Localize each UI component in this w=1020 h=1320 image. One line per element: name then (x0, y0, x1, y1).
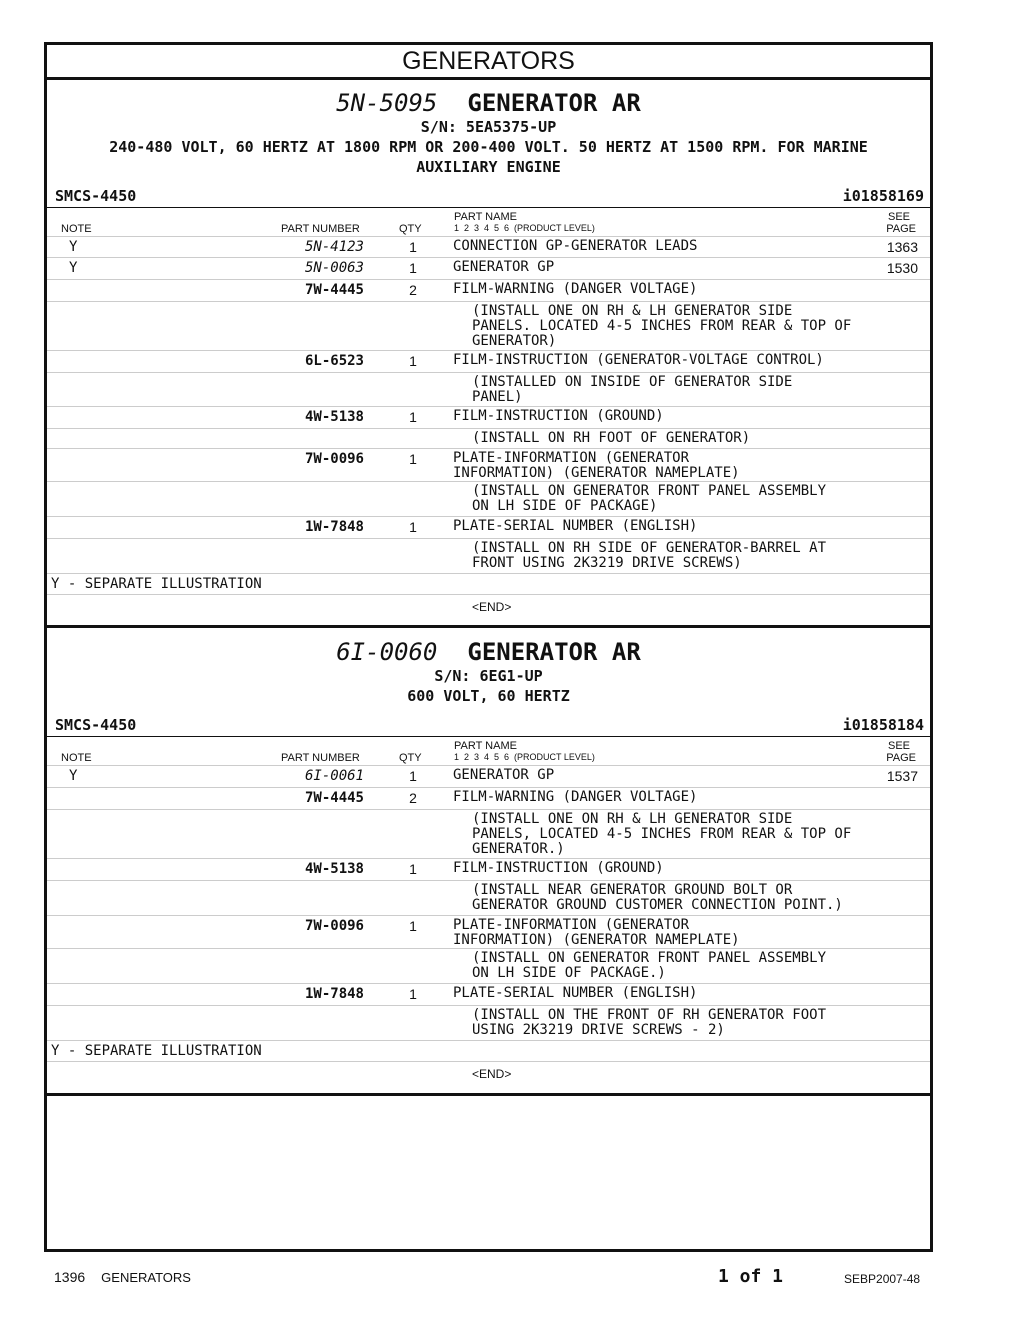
qty-cell: 1 (409, 353, 417, 369)
page-count: 1 of 1 (718, 1266, 784, 1287)
part-number-cell: 4W-5138 (304, 409, 364, 425)
table-row (47, 788, 930, 810)
table-row (47, 407, 930, 429)
table-row (47, 984, 930, 1006)
qty-cell: 1 (409, 986, 417, 1002)
part-number-link[interactable]: 5N-4123 (304, 239, 364, 255)
table-row (47, 280, 930, 302)
col-part-name: PART NAME (454, 211, 517, 223)
parts-list (47, 237, 930, 574)
part-name-cell: GENERATOR GP (453, 259, 555, 275)
table-row-note (47, 949, 930, 984)
part-number-cell: 7W-0096 (304, 451, 364, 467)
note-cell: Y (69, 768, 78, 784)
part-number-cell: 6L-6523 (304, 353, 364, 369)
see-page-link[interactable]: 1363 (886, 239, 918, 255)
legend-text: Y - SEPARATE ILLUSTRATION (51, 1043, 262, 1059)
section-heading (47, 638, 930, 666)
col-levels: 1 2 3 4 5 6 (PRODUCT LEVEL) (454, 752, 595, 762)
install-note: (INSTALL ON THE FRONT OF RH GENERATOR FOOT USING 2K3219 DRIVE SCREWS - 2) (472, 1007, 827, 1038)
section-description: 600 VOLT, 60 HERTZ (407, 687, 570, 705)
legend-row (47, 574, 930, 595)
section-5n-5095 (47, 79, 930, 628)
qty-cell: 1 (409, 260, 417, 276)
install-note: (INSTALLED ON INSIDE OF GENERATOR SIDE PANEL) (472, 374, 793, 405)
qty-cell: 1 (409, 409, 417, 425)
illustration-id: i01858169 (842, 187, 924, 205)
col-page: PAGE (886, 752, 916, 764)
part-name-cell: FILM-INSTRUCTION (GROUND) (453, 860, 664, 876)
page-number: 1396 (54, 1269, 86, 1285)
qty-cell: 1 (409, 768, 417, 784)
table-row (47, 859, 930, 881)
end-marker: <END> (472, 1067, 512, 1081)
table-row-note (47, 539, 930, 574)
col-see: SEE (887, 211, 910, 223)
see-page-link[interactable]: 1537 (886, 768, 918, 784)
table-row-note (47, 482, 930, 517)
footer-section: GENERATORS (101, 1270, 191, 1285)
qty-cell: 1 (409, 451, 417, 467)
serial-range: S/N: 5EA5375-UP (420, 118, 557, 136)
part-name-cell: FILM-INSTRUCTION (GENERATOR-VOLTAGE CONTROL) (453, 352, 824, 368)
table-row (47, 237, 930, 258)
qty-cell: 1 (409, 918, 417, 934)
col-levels: 1 2 3 4 5 6 (PRODUCT LEVEL) (454, 223, 595, 233)
end-row (47, 595, 930, 617)
part-name-cell: CONNECTION GP-GENERATOR LEADS (453, 238, 698, 254)
section-part-number: 5N-5095 (336, 89, 438, 117)
smcs-row (47, 716, 930, 737)
col-qty: QTY (399, 223, 422, 235)
part-number-link[interactable]: 6I-0061 (304, 768, 364, 784)
section-title: GENERATOR AR (467, 89, 641, 117)
footer-left (54, 1269, 191, 1285)
column-header (47, 208, 930, 237)
page-title: GENERATORS (47, 45, 930, 80)
part-number-cell: 7W-4445 (304, 790, 364, 806)
end-row (47, 1062, 930, 1084)
qty-cell: 1 (409, 239, 417, 255)
qty-cell: 1 (409, 861, 417, 877)
part-number-cell: 7W-0096 (304, 918, 364, 934)
table-row-note (47, 881, 930, 916)
section-6i-0060 (47, 628, 930, 1096)
part-name-cell: FILM-INSTRUCTION (GROUND) (453, 408, 664, 424)
smcs-code: SMCS-4450 (55, 716, 137, 734)
col-qty: QTY (399, 752, 422, 764)
section-heading (47, 89, 930, 117)
qty-cell: 2 (409, 790, 417, 806)
part-number-link[interactable]: 5N-0063 (304, 260, 364, 276)
section-title: GENERATOR AR (467, 638, 641, 666)
part-name-cell: FILM-WARNING (DANGER VOLTAGE) (453, 789, 698, 805)
table-row-note (47, 373, 930, 407)
part-number-cell: 1W-7848 (304, 986, 364, 1002)
part-number-cell: 1W-7848 (304, 519, 364, 535)
table-row (47, 258, 930, 280)
table-row (47, 449, 930, 482)
table-row-note (47, 1006, 930, 1041)
col-part-number: PART NUMBER (281, 223, 360, 235)
end-marker: <END> (472, 600, 512, 614)
table-row (47, 351, 930, 373)
table-row-note (47, 429, 930, 449)
column-header (47, 737, 930, 766)
part-name-cell: GENERATOR GP (453, 767, 555, 783)
parts-list (47, 766, 930, 1041)
document-frame (44, 42, 933, 1252)
col-part-number: PART NUMBER (281, 752, 360, 764)
install-note: (INSTALL ONE ON RH & LH GENERATOR SIDE PANELS, LOCATED 4-5 INCHES FROM REAR & TOP OF GENERATOR.) (472, 811, 852, 857)
table-row (47, 766, 930, 788)
legend-text: Y - SEPARATE ILLUSTRATION (51, 576, 262, 592)
smcs-row (47, 187, 930, 208)
qty-cell: 2 (409, 282, 417, 298)
col-see: SEE (887, 740, 910, 752)
table-row-note (47, 302, 930, 351)
install-note: (INSTALL ONE ON RH & LH GENERATOR SIDE PANELS. LOCATED 4-5 INCHES FROM REAR & TOP OF GENERATOR) (472, 303, 852, 349)
smcs-code: SMCS-4450 (55, 187, 137, 205)
table-row-note (47, 810, 930, 859)
part-name-cell: PLATE-SERIAL NUMBER (ENGLISH) (453, 985, 698, 1001)
serial-range: S/N: 6EG1-UP (434, 667, 543, 685)
col-note: NOTE (61, 223, 92, 235)
install-note: (INSTALL NEAR GENERATOR GROUND BOLT OR GENERATOR GROUND CUSTOMER CONNECTION POINT.) (472, 882, 843, 913)
see-page-link[interactable]: 1530 (886, 260, 918, 276)
part-number-cell: 7W-4445 (304, 282, 364, 298)
install-note: (INSTALL ON RH FOOT OF GENERATOR) (472, 430, 751, 446)
document-number: SEBP2007-48 (844, 1272, 921, 1286)
illustration-id: i01858184 (842, 716, 924, 734)
col-part-name: PART NAME (454, 740, 517, 752)
install-note: (INSTALL ON GENERATOR FRONT PANEL ASSEMBLY ON LH SIDE OF PACKAGE.) (472, 950, 827, 981)
section-part-number: 6I-0060 (336, 638, 438, 666)
table-row (47, 916, 930, 949)
note-cell: Y (69, 260, 78, 276)
part-name-cell: PLATE-SERIAL NUMBER (ENGLISH) (453, 518, 698, 534)
col-page: PAGE (886, 223, 916, 235)
install-note: (INSTALL ON GENERATOR FRONT PANEL ASSEMBLY ON LH SIDE OF PACKAGE) (472, 483, 827, 514)
legend-row (47, 1041, 930, 1062)
col-note: NOTE (61, 752, 92, 764)
note-cell: Y (69, 239, 78, 255)
qty-cell: 1 (409, 519, 417, 535)
part-number-cell: 4W-5138 (304, 861, 364, 877)
install-note: (INSTALL ON RH SIDE OF GENERATOR-BARREL AT FRONT USING 2K3219 DRIVE SCREWS) (472, 540, 827, 571)
part-name-cell: FILM-WARNING (DANGER VOLTAGE) (453, 281, 698, 297)
part-name-cell: PLATE-INFORMATION (GENERATOR INFORMATION) (GENERATOR NAMEPLATE) (453, 917, 740, 948)
section-description: 240-480 VOLT, 60 HERTZ AT 1800 RPM OR 200-400 VOLT. 50 HERTZ AT 1500 RPM. FOR MARINE AUXILIARY ENGINE (109, 138, 868, 176)
part-name-cell: PLATE-INFORMATION (GENERATOR INFORMATION) (GENERATOR NAMEPLATE) (453, 450, 740, 481)
table-row (47, 517, 930, 539)
